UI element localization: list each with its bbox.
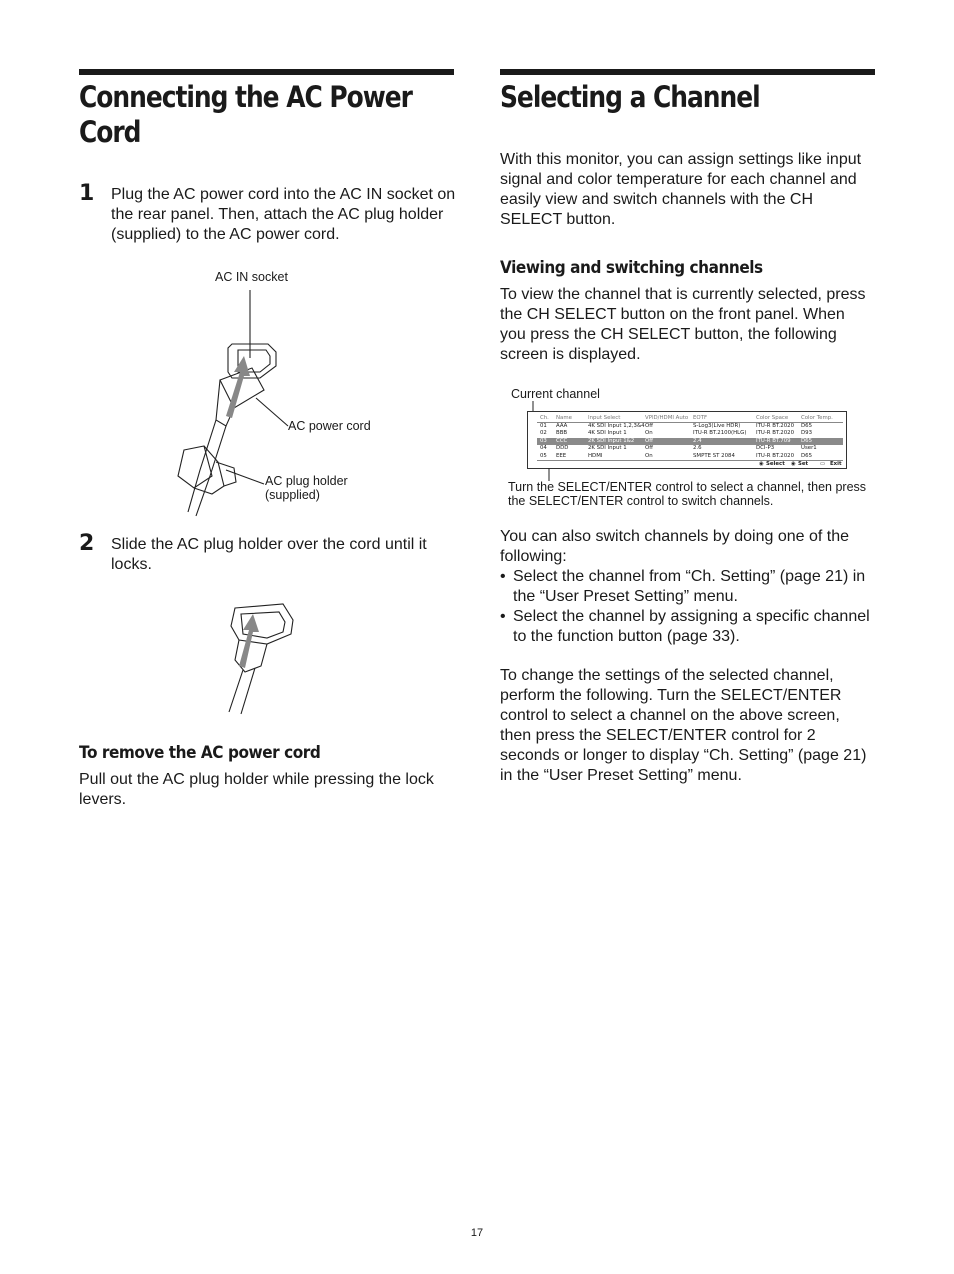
- cell-vpid: On: [645, 452, 653, 459]
- label-ac-in-socket: AC IN socket: [215, 270, 288, 284]
- footer-select: Select: [766, 461, 785, 467]
- cell-vpid: On: [645, 430, 653, 437]
- cell-color-temp: User1: [801, 445, 817, 452]
- label-ac-plug-holder: AC plug holder (supplied): [265, 474, 348, 502]
- cell-input: 4K SDI Input 1: [588, 430, 627, 437]
- right-title-rule: [500, 69, 875, 75]
- cell-eotf: 2.6: [693, 445, 702, 452]
- step-1-number: 1: [79, 181, 95, 206]
- cell-ch: 05: [540, 452, 547, 459]
- cell-color-space: ITU-R BT.709: [756, 437, 791, 444]
- cell-color-temp: D65: [801, 437, 813, 444]
- channel-screen: [527, 411, 847, 469]
- cell-ch: 02: [540, 430, 547, 437]
- cell-name: BBB: [556, 430, 568, 437]
- cell-vpid: Off: [645, 423, 653, 429]
- footer-set: Set: [798, 461, 809, 467]
- col-color-temp: Color Temp.: [801, 415, 833, 421]
- screen-header-row: [537, 415, 843, 422]
- label-ac-power-cord: AC power cord: [288, 419, 371, 433]
- cell-ch: 01: [540, 423, 547, 429]
- remove-heading: To remove the AC power cord: [79, 743, 321, 763]
- ac-plug-illustration: [160, 280, 300, 520]
- intro-paragraph: With this monitor, you can assign settings like input signal and color temperature for each channel and easily view and switch channels with the CH SELECT button.: [500, 151, 862, 228]
- col-vpid: VPID/HDMI Auto: [645, 415, 689, 421]
- page-number: 17: [470, 1227, 484, 1239]
- right-title: Selecting a Channel: [500, 80, 760, 114]
- screen-footer: [537, 461, 843, 468]
- table-row-selected[interactable]: [537, 438, 843, 445]
- viewing-text: To view the channel that is currently selected, press the CH SELECT button on the front panel. When you press the CH SELECT button, the following screen is displayed.: [500, 286, 866, 363]
- cell-name: EEE: [556, 452, 567, 459]
- col-input: Input Select: [588, 415, 621, 421]
- cell-vpid: Off: [645, 437, 653, 444]
- alt-methods-list: [500, 567, 875, 647]
- viewing-heading: Viewing and switching channels: [500, 258, 763, 278]
- cell-color-space: DCI-P3: [756, 445, 775, 452]
- table-row[interactable]: [537, 430, 843, 437]
- change-paragraph: To change the settings of the selected channel, perform the following. Turn the SELECT/ENTER control to select a channel on the above screen, then press the SELECT/ENTER control for 2 seconds or longer to display “Ch. Setting” (page 21) in the “User Preset Setting” menu.: [500, 667, 867, 784]
- screen-caption: Turn the SELECT/ENTER control to select a channel, then press the SELECT/ENTER control to switch channels.: [508, 480, 867, 508]
- cell-ch: 03: [540, 437, 547, 444]
- table-row[interactable]: [537, 453, 843, 460]
- step-2-number: 2: [79, 531, 95, 556]
- col-eotf: EOTF: [693, 415, 708, 421]
- alt-intro: You can also switch channels by doing one of the following:: [500, 528, 849, 565]
- cell-color-space: ITU-R BT.2020: [756, 423, 795, 429]
- step-1-text: Plug the AC power cord into the AC IN socket on the rear panel. Then, attach the AC plug holder (supplied) to the AC power cord.: [111, 186, 456, 243]
- cell-input: 2K SDI Input 1&2: [588, 437, 635, 444]
- cell-name: DDD: [556, 445, 569, 452]
- cell-vpid: Off: [645, 445, 653, 452]
- cell-input: 4K SDI Input 1,2,3&4: [588, 423, 645, 429]
- footer-exit: Exit: [830, 461, 842, 467]
- col-name: Name: [556, 415, 572, 421]
- cell-name: AAA: [556, 423, 568, 429]
- set-key-icon: ◉: [791, 461, 796, 467]
- cell-color-temp: D65: [801, 423, 813, 429]
- cell-color-temp: D93: [801, 430, 813, 437]
- cell-eotf: ITU-R BT.2100(HLG): [693, 430, 747, 437]
- cell-input: 2K SDI Input 1: [588, 445, 627, 452]
- cell-color-space: ITU-R BT.2020: [756, 452, 795, 459]
- cell-color-space: ITU-R BT.2020: [756, 430, 795, 437]
- cell-input: HDMI: [588, 452, 603, 459]
- col-ch: Ch.: [540, 415, 549, 421]
- cell-eotf: SMPTE ST 2084: [693, 452, 735, 459]
- left-title: Connecting the AC Power Cord: [79, 80, 412, 149]
- select-key-icon: ◉: [759, 461, 764, 467]
- cell-color-temp: D65: [801, 452, 813, 459]
- plug-holder-illustration: [205, 600, 305, 718]
- cell-ch: 04: [540, 445, 547, 452]
- list-item: • Select the channel by assigning a specific channel to the function button (page 33).: [500, 607, 875, 647]
- list-item: • Select the channel from “Ch. Setting” (page 21) in the “User Preset Setting” menu.: [500, 567, 875, 607]
- table-row[interactable]: [537, 423, 843, 430]
- exit-key-icon: ▭: [820, 461, 826, 467]
- col-color-space: Color Space: [756, 415, 789, 421]
- cell-eotf: 2.4: [693, 437, 702, 444]
- remove-text: Pull out the AC plug holder while pressing the lock levers.: [79, 771, 434, 808]
- left-title-rule: [79, 69, 454, 75]
- current-channel-label: Current channel: [511, 387, 600, 401]
- table-row[interactable]: [537, 445, 843, 452]
- cell-eotf: S-Log3(Live HDR): [693, 423, 741, 429]
- cell-name: CCC: [556, 437, 568, 444]
- step-2-text: Slide the AC plug holder over the cord until it locks.: [111, 536, 427, 573]
